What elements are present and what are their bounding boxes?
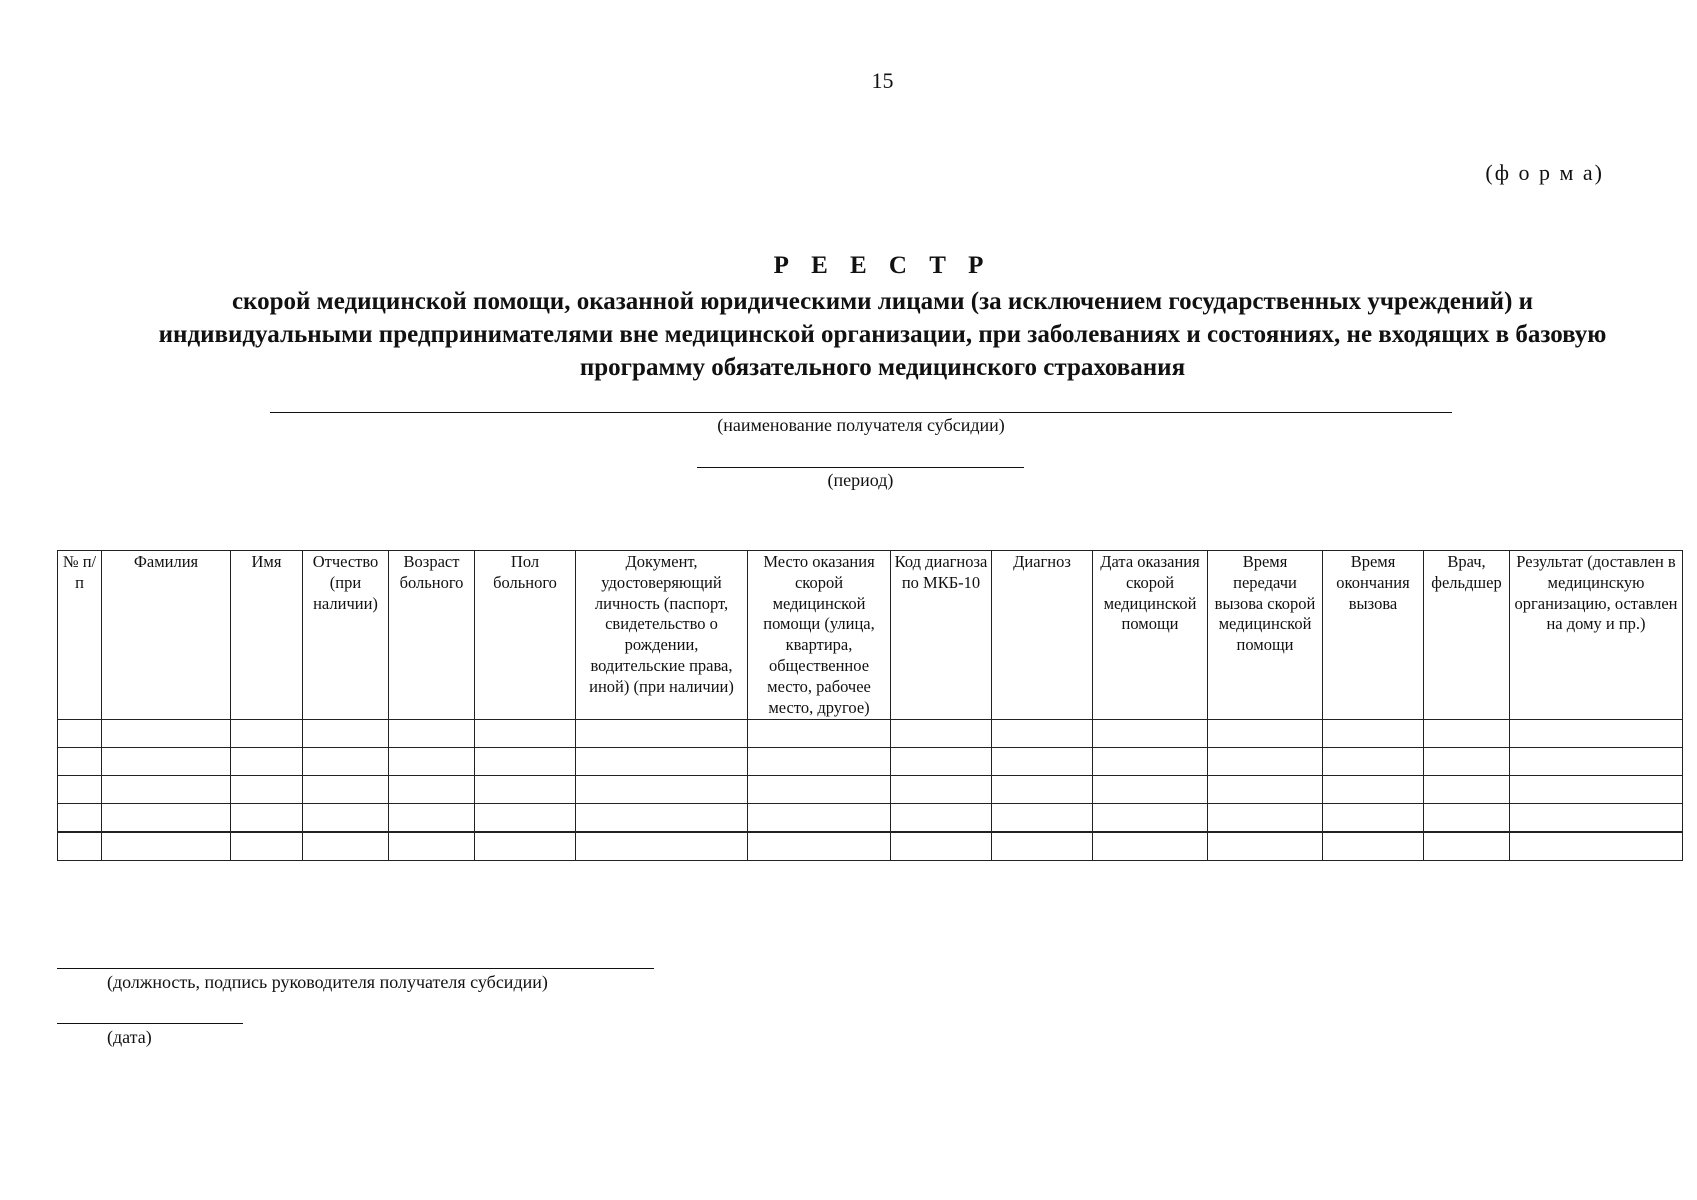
table-cell[interactable]	[576, 776, 748, 804]
table-cell[interactable]	[102, 832, 231, 861]
table-cell[interactable]	[231, 804, 303, 833]
table-cell[interactable]	[576, 832, 748, 861]
table-cell[interactable]	[1323, 804, 1424, 833]
col-header-identity-document: Документ, удостоверяющий личность (паспорт, свидетельство о рождении, водительские права, иной) (при наличии)	[576, 551, 748, 720]
table-cell[interactable]	[748, 720, 891, 748]
table-cell[interactable]	[303, 720, 389, 748]
table-cell[interactable]	[389, 832, 475, 861]
table-cell[interactable]	[1208, 720, 1323, 748]
table-cell[interactable]	[748, 776, 891, 804]
table-row	[58, 804, 1683, 833]
period-line[interactable]	[697, 467, 1024, 468]
table-cell[interactable]	[891, 804, 992, 833]
table-cell[interactable]	[475, 804, 576, 833]
col-header-place-of-care: Место оказания скорой медицинской помощи (улица, квартира, общественное место, рабочее место, другое)	[748, 551, 891, 720]
col-header-result: Результат (доставлен в медицинскую организацию, оставлен на дому и пр.)	[1510, 551, 1683, 720]
table-cell[interactable]	[303, 776, 389, 804]
table-cell[interactable]	[992, 776, 1093, 804]
table-cell[interactable]	[58, 720, 102, 748]
table-cell[interactable]	[303, 832, 389, 861]
table-cell[interactable]	[102, 720, 231, 748]
table-cell[interactable]	[1510, 748, 1683, 776]
table-cell[interactable]	[58, 776, 102, 804]
table-cell[interactable]	[389, 804, 475, 833]
document-title: Р Е Е С Т Р	[773, 252, 992, 279]
table-row	[58, 748, 1683, 776]
recipient-line[interactable]	[270, 412, 1452, 413]
col-header-icd10-code: Код диагноза по МКБ-10	[891, 551, 992, 720]
table-cell[interactable]	[475, 832, 576, 861]
table-cell[interactable]	[1208, 776, 1323, 804]
table-cell[interactable]	[475, 720, 576, 748]
table-cell[interactable]	[1093, 720, 1208, 748]
table-cell[interactable]	[1323, 720, 1424, 748]
table-cell[interactable]	[1208, 804, 1323, 833]
signature-line[interactable]	[57, 968, 654, 969]
recipient-caption: (наименование получателя субсидии)	[717, 415, 1005, 435]
col-header-call-end-time: Время окончания вызова	[1323, 551, 1424, 720]
table-row	[58, 832, 1683, 861]
table-cell[interactable]	[891, 776, 992, 804]
page-number: 15	[871, 68, 894, 93]
table-cell[interactable]	[58, 832, 102, 861]
table-cell[interactable]	[1093, 776, 1208, 804]
col-header-sex: Пол больного	[475, 551, 576, 720]
table-cell[interactable]	[1424, 804, 1510, 833]
col-header-call-transfer-time: Время передачи вызова скорой медицинской помощи	[1208, 551, 1323, 720]
table-cell[interactable]	[1424, 748, 1510, 776]
table-cell[interactable]	[303, 748, 389, 776]
table-cell[interactable]	[1510, 832, 1683, 861]
col-header-patronymic: Отчество (при наличии)	[303, 551, 389, 720]
table-cell[interactable]	[1510, 720, 1683, 748]
table-cell[interactable]	[891, 720, 992, 748]
table-cell[interactable]	[1510, 776, 1683, 804]
table-cell[interactable]	[1510, 804, 1683, 833]
table-cell[interactable]	[102, 776, 231, 804]
table-cell[interactable]	[891, 832, 992, 861]
col-header-doctor: Врач, фельдшер	[1424, 551, 1510, 720]
table-header-row	[58, 551, 1683, 720]
table-cell[interactable]	[992, 720, 1093, 748]
table-cell[interactable]	[231, 720, 303, 748]
table-cell[interactable]	[231, 748, 303, 776]
table-row	[58, 776, 1683, 804]
period-caption: (период)	[827, 470, 894, 490]
table-cell[interactable]	[992, 804, 1093, 833]
document-subtitle: скорой медицинской помощи, оказанной юридическими лицами (за исключением государственных учреждений) и индивидуальными предпринимателями вне медицинской организации, при заболеваниях и состояниях, не входящих в базовую программу обязательного медицинского страхования	[158, 288, 1607, 381]
table-row	[58, 720, 1683, 748]
col-header-care-date: Дата оказания скорой медицинской помощи	[1093, 551, 1208, 720]
date-line[interactable]	[57, 1023, 243, 1024]
form-label: (ф о р м а)	[1485, 160, 1604, 185]
table-cell[interactable]	[1208, 748, 1323, 776]
registry-table	[57, 550, 1683, 861]
col-header-name: Имя	[231, 551, 303, 720]
table-cell[interactable]	[58, 748, 102, 776]
table-cell[interactable]	[576, 804, 748, 833]
date-caption: (дата)	[107, 1027, 152, 1047]
table-cell[interactable]	[576, 748, 748, 776]
table-cell[interactable]	[748, 832, 891, 861]
table-cell[interactable]	[1424, 832, 1510, 861]
table-cell[interactable]	[1093, 804, 1208, 833]
col-header-diagnosis: Диагноз	[992, 551, 1093, 720]
table-cell[interactable]	[231, 832, 303, 861]
table-cell[interactable]	[576, 720, 748, 748]
table-cell[interactable]	[1323, 748, 1424, 776]
table-cell[interactable]	[992, 832, 1093, 861]
table-cell[interactable]	[891, 748, 992, 776]
col-header-age: Возраст больного	[389, 551, 475, 720]
table-cell[interactable]	[475, 776, 576, 804]
table-cell[interactable]	[1323, 832, 1424, 861]
table-cell[interactable]	[231, 776, 303, 804]
table-cell[interactable]	[992, 748, 1093, 776]
table-cell[interactable]	[748, 748, 891, 776]
table-cell[interactable]	[1424, 776, 1510, 804]
table-cell[interactable]	[1323, 776, 1424, 804]
table-cell[interactable]	[1208, 832, 1323, 861]
table-cell[interactable]	[475, 748, 576, 776]
table-cell[interactable]	[1093, 832, 1208, 861]
table-cell[interactable]	[1093, 748, 1208, 776]
col-header-number: № п/п	[58, 551, 102, 720]
table-cell[interactable]	[102, 804, 231, 833]
table-cell[interactable]	[1424, 720, 1510, 748]
col-header-surname: Фамилия	[102, 551, 231, 720]
table-cell[interactable]	[748, 804, 891, 833]
table-cell[interactable]	[389, 720, 475, 748]
table-cell[interactable]	[58, 804, 102, 833]
table-cell[interactable]	[303, 804, 389, 833]
table-cell[interactable]	[102, 748, 231, 776]
table-cell[interactable]	[389, 748, 475, 776]
table-cell[interactable]	[389, 776, 475, 804]
signature-caption: (должность, подпись руководителя получателя субсидии)	[107, 972, 548, 992]
